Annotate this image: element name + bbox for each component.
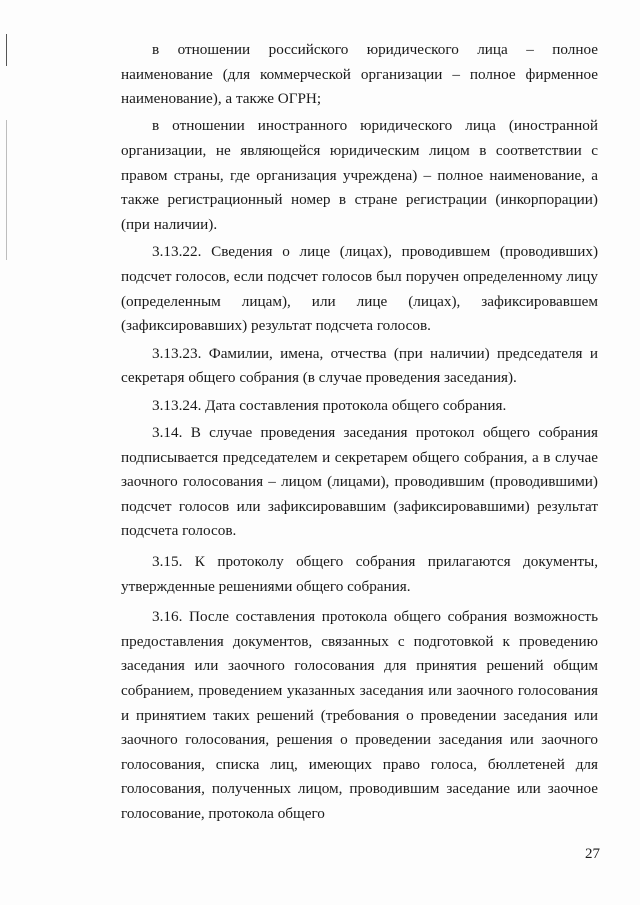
paragraph-russian-legal-entity: в отношении российского юридического лица – полное наименование (для коммерческой организации – полное фирменное наименование), а также ОГРН;	[121, 41, 598, 108]
document-body	[121, 38, 598, 829]
scan-edge-mark	[6, 34, 7, 66]
scan-edge-mark	[6, 120, 7, 260]
paragraph-3-13-22: 3.13.22. Сведения о лице (лицах), проводившем (проводивших) подсчет голосов, если подсчет голосов был поручен определенному лицу (определенным лицам), или лице (лицах), зафиксировавшем (зафиксировавших) результат подсчета голосов.	[121, 243, 598, 335]
paragraph-3-13-24: 3.13.24. Дата составления протокола общего собрания.	[152, 396, 507, 414]
page-number: 27	[585, 846, 600, 862]
paragraph-3-13-23: 3.13.23. Фамилии, имена, отчества (при наличии) председателя и секретаря общего собрания (в случае проведения заседания).	[121, 344, 598, 387]
paragraph-3-15: 3.15. К протоколу общего собрания прилагаются документы, утвержденные решениями общего собрания.	[121, 553, 598, 595]
paragraph-foreign-legal-entity: в отношении иностранного юридического лица (иностранной организации, не являющейся юридическим лицом в соответствии с правом страны, где организация учреждена) – полное наименование, а также регистрационный номер в стране регистрации (инкорпорации) (при наличии).	[121, 117, 598, 233]
paragraph-3-14: 3.14. В случае проведения заседания протокол общего собрания подписывается председателем и секретарем общего собрания, а в случае заочного голосования – лицом (лицами), проводившим (проводившими) подсчет голосов или зафиксировавшим (зафиксировавшими) результат подсчета голосов.	[121, 424, 598, 540]
paragraph-3-16: 3.16. После составления протокола общего собрания возможность предоставления документов, связанных с подготовкой к проведению заседания или заочного голосования для принятия решений общим собранием, проведением указанных заседания или заочного голосования и принятием таких решений (требования о проведении заседания или заочного голосования, решения о проведении заседания или заочного голосования, списка лиц, имеющих право голоса, бюллетеней для голосования, полученных лицом, проводившим заседание или заочное голосование, протокола общего	[121, 608, 598, 822]
